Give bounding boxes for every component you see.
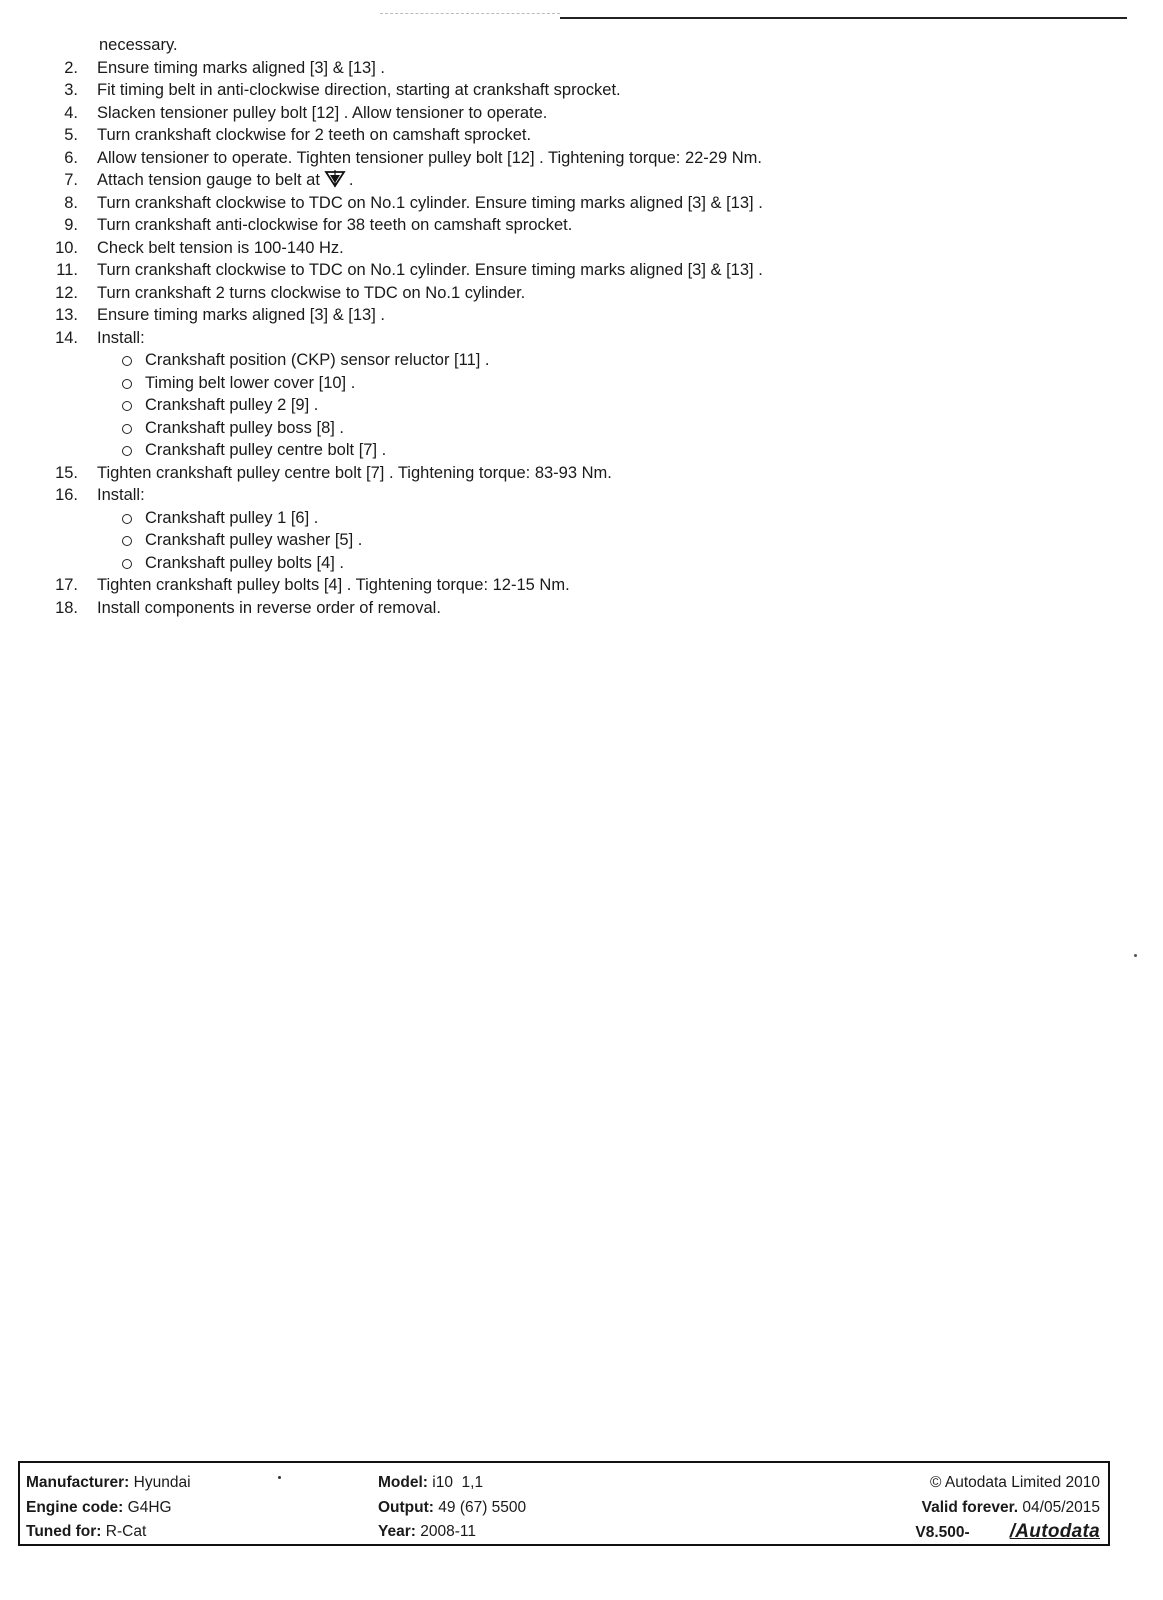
step-text: necessary.	[99, 36, 178, 54]
sub-step-item	[0, 394, 1163, 417]
step-item	[0, 214, 1163, 237]
circle-bullet-icon	[122, 379, 132, 389]
step-text	[97, 597, 441, 620]
step-item	[0, 79, 1163, 102]
step-text-content: Install components in reverse order of removal.	[97, 598, 441, 617]
step-text	[97, 462, 612, 485]
step-number: 8.	[64, 193, 78, 212]
document-footer	[18, 1461, 1110, 1546]
step-text-end: .	[348, 171, 354, 189]
step-item	[0, 259, 1163, 282]
step-text	[97, 574, 570, 597]
version: V8.500-	[915, 1524, 970, 1541]
step-text-content: Install:	[97, 486, 145, 504]
step-item	[0, 597, 1163, 620]
step-item	[0, 57, 1163, 80]
step-text	[97, 282, 525, 305]
step-number: 17.	[55, 576, 78, 594]
version-row	[915, 1520, 1100, 1546]
step-continuation	[0, 34, 1163, 57]
step-text	[97, 237, 344, 260]
model-row: Model: i10 1,1	[378, 1474, 484, 1491]
step-text	[97, 214, 572, 237]
step-number: 13.	[55, 306, 78, 324]
step-text-content: Slacken tensioner pulley bolt [12] . Allow tensioner to operate.	[97, 103, 548, 122]
circle-bullet-icon	[122, 446, 132, 456]
step-text-content: Tighten crankshaft pulley centre bolt [7] . Tightening torque: 83-93 Nm.	[97, 463, 612, 482]
sub-step-text: Crankshaft position (CKP) sensor reluctor [11] .	[145, 351, 490, 369]
step-text-content: Turn crankshaft clockwise to TDC on No.1 cylinder. Ensure timing marks aligned [3] & [13] .	[97, 261, 763, 279]
autodata-logo: /Autodata	[1009, 1521, 1100, 1542]
step-number: 9.	[64, 216, 78, 234]
year-value: 2008-11	[420, 1523, 476, 1540]
sub-step-item	[0, 507, 1163, 530]
copyright: © Autodata Limited 2010	[930, 1474, 1100, 1491]
step-number: 10.	[55, 238, 78, 257]
step-text	[97, 259, 763, 282]
step-item	[0, 147, 1163, 170]
tuned-for-value: R-Cat	[105, 1523, 147, 1540]
step-item	[0, 192, 1163, 215]
step-number: 11.	[56, 261, 78, 279]
circle-bullet-icon	[122, 424, 132, 434]
sub-step-item	[0, 552, 1163, 575]
step-text-content: Fit timing belt in anti-clockwise direction, starting at crankshaft sprocket.	[97, 81, 621, 99]
step-item	[0, 327, 1163, 350]
engine-code-row: Engine code: G4HG	[26, 1498, 172, 1516]
step-number: 12.	[55, 283, 78, 302]
step-number: 4.	[64, 103, 78, 122]
valid-date: 04/05/2015	[1022, 1498, 1100, 1516]
step-text-content: Ensure timing marks aligned [3] & [13] .	[97, 58, 385, 77]
sub-step-text: Crankshaft pulley centre bolt [7] .	[145, 441, 387, 459]
step-number: 7.	[64, 171, 78, 189]
step-number: 5.	[64, 126, 78, 144]
step-text-content: Check belt tension is 100-140 Hz.	[97, 238, 344, 257]
step-text	[97, 102, 547, 125]
circle-bullet-icon	[122, 536, 132, 546]
step-number: 15.	[55, 463, 78, 482]
step-text-content: Ensure timing marks aligned [3] & [13] .	[97, 306, 385, 324]
step-item	[0, 484, 1163, 507]
manufacturer-value: Hyundai	[133, 1474, 191, 1491]
circle-bullet-icon	[122, 514, 132, 524]
sub-step-item	[0, 529, 1163, 552]
step-item	[0, 169, 1163, 192]
step-number: 14.	[55, 328, 78, 347]
year-row: Year: 2008-11	[378, 1523, 476, 1540]
step-text	[97, 192, 763, 215]
manufacturer-row: Manufacturer: Hyundai	[26, 1474, 191, 1491]
sub-step-item	[0, 372, 1163, 395]
step-item	[0, 462, 1163, 485]
circle-bullet-icon	[122, 356, 132, 366]
step-number: 18.	[55, 598, 78, 617]
step-number: 2.	[64, 58, 78, 77]
sub-step-text: Crankshaft pulley 1 [6] .	[145, 508, 319, 527]
tuned-for-row: Tuned for: R-Cat	[26, 1523, 147, 1540]
step-text-content: Turn crankshaft clockwise for 2 teeth on camshaft sprocket.	[97, 126, 532, 144]
step-text-content: Install:	[97, 328, 145, 347]
sub-step-text: Crankshaft pulley boss [8] .	[145, 418, 345, 437]
sub-step-text: Crankshaft pulley 2 [9] .	[145, 396, 319, 414]
step-text	[97, 169, 354, 192]
circle-bullet-icon	[122, 401, 132, 411]
sub-step-item	[0, 349, 1163, 372]
step-item	[0, 124, 1163, 147]
step-text	[97, 57, 385, 80]
footer-model-info	[378, 1471, 526, 1545]
step-text-content: Turn crankshaft anti-clockwise for 38 teeth on camshaft sprocket.	[97, 216, 573, 234]
step-text	[97, 124, 531, 147]
step-text	[97, 327, 145, 350]
circle-bullet-icon	[122, 559, 132, 569]
scan-artifact-line	[380, 13, 560, 14]
step-text-content: Turn crankshaft clockwise to TDC on No.1 cylinder. Ensure timing marks aligned [3] & [13] .	[97, 193, 763, 212]
step-number: 16.	[55, 486, 78, 504]
sub-step-item	[0, 417, 1163, 440]
step-text-content: Attach tension gauge to belt at	[97, 171, 320, 189]
step-text-content: Allow tensioner to operate. Tighten tensioner pulley bolt [12] . Tightening torque: 22-29 Nm.	[97, 148, 762, 167]
footer-vehicle-info	[26, 1471, 191, 1545]
footer-publisher-info	[915, 1471, 1100, 1546]
tension-gauge-icon	[324, 170, 346, 188]
output-value: 49 (67) 5500	[438, 1498, 527, 1516]
sub-step-text: Timing belt lower cover [10] .	[145, 373, 356, 392]
scan-speck	[1134, 954, 1137, 957]
validity-row: Valid forever. 04/05/2015	[921, 1498, 1100, 1516]
step-item	[0, 304, 1163, 327]
step-text-content: Turn crankshaft 2 turns clockwise to TDC on No.1 cylinder.	[97, 283, 526, 302]
scan-speck	[278, 1476, 281, 1479]
step-number: 6.	[64, 148, 78, 167]
step-text	[97, 79, 621, 102]
output-row: Output: 49 (67) 5500	[378, 1498, 527, 1516]
sub-step-text: Crankshaft pulley washer [5] .	[145, 531, 363, 549]
step-text-content: Tighten crankshaft pulley bolts [4] . Tightening torque: 12-15 Nm.	[97, 576, 570, 594]
step-item	[0, 102, 1163, 125]
step-text	[97, 147, 762, 170]
procedure-steps	[0, 34, 1163, 619]
step-item	[0, 574, 1163, 597]
sub-step-text: Crankshaft pulley bolts [4] .	[145, 553, 345, 572]
sub-step-item	[0, 439, 1163, 462]
step-item	[0, 237, 1163, 260]
header-rule	[560, 17, 1127, 19]
engine-code-value: G4HG	[127, 1498, 172, 1516]
model-value: i10 1,1	[432, 1474, 484, 1491]
step-number: 3.	[64, 81, 78, 99]
step-text	[97, 484, 145, 507]
step-item	[0, 282, 1163, 305]
step-text	[97, 304, 385, 327]
